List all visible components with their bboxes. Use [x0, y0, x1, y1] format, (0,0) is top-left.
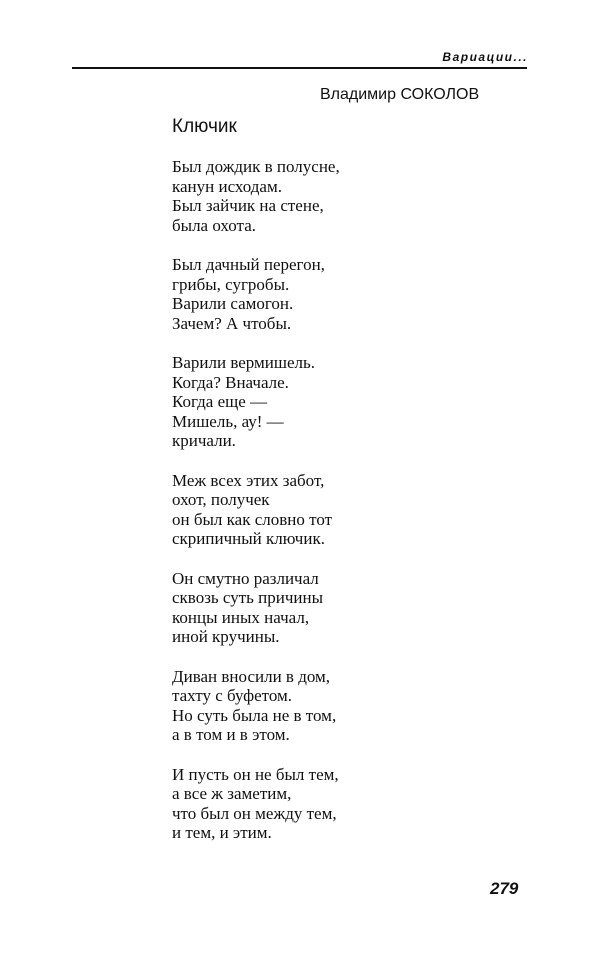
poem-line: иной кручины. [172, 627, 280, 646]
stanza [172, 569, 340, 647]
poem-line: Варили вермишель. [172, 353, 316, 372]
poem-line: Был зайчик на стене, [172, 196, 324, 215]
stanza [172, 765, 340, 843]
poem-line: охот, получек [172, 490, 270, 509]
poem-line: грибы, сугробы. [172, 274, 290, 294]
poem-line: Он смутно различал [172, 568, 319, 588]
stanza [172, 255, 340, 333]
poem-body [172, 157, 340, 863]
poem-title: Ключик [172, 116, 237, 137]
poem-line: Мишель, ау! — [172, 411, 284, 431]
stanza [172, 353, 340, 451]
poem-line: он был как словно тот [172, 509, 333, 529]
poem-line: Был дачный перегон, [172, 255, 325, 274]
poem-line: Но суть была не в том, [172, 705, 337, 725]
header-rule [72, 67, 527, 69]
poem-line: тахту с буфетом. [172, 686, 293, 705]
poem-line: и тем, и этим. [172, 823, 272, 842]
poem-line: И пусть он не был тем, [172, 764, 339, 784]
poem-line: Варили самогон. [172, 294, 294, 313]
poem-line: концы иных начал, [172, 607, 310, 627]
poem-line: Зачем? А чтобы. [172, 313, 292, 333]
stanza [172, 667, 340, 745]
stanza [172, 157, 340, 235]
stanza [172, 471, 340, 549]
poem-line: сквозь суть причины [172, 588, 324, 607]
poem-line: была охота. [172, 215, 256, 235]
poem-line: Когда? Вначале. [172, 372, 289, 392]
poem-line: Когда еще — [172, 392, 267, 411]
poem-line: кричали. [172, 431, 236, 450]
poem-line: а все ж заметим, [172, 784, 292, 803]
running-header: Вариации... [442, 50, 528, 64]
page-number: 279 [490, 879, 519, 898]
poem-line: а в том и в этом. [172, 725, 290, 744]
poem-line: Меж всех этих забот, [172, 470, 325, 490]
poem-line: Был дождик в полусне, [172, 157, 340, 176]
poem-line: канун исходам. [172, 176, 282, 196]
author-name: Владимир СОКОЛОВ [320, 86, 480, 103]
poem-line: скрипичный ключик. [172, 529, 325, 548]
poem-line: что был он между тем, [172, 803, 337, 823]
poem-line: Диван вносили в дом, [172, 666, 331, 686]
